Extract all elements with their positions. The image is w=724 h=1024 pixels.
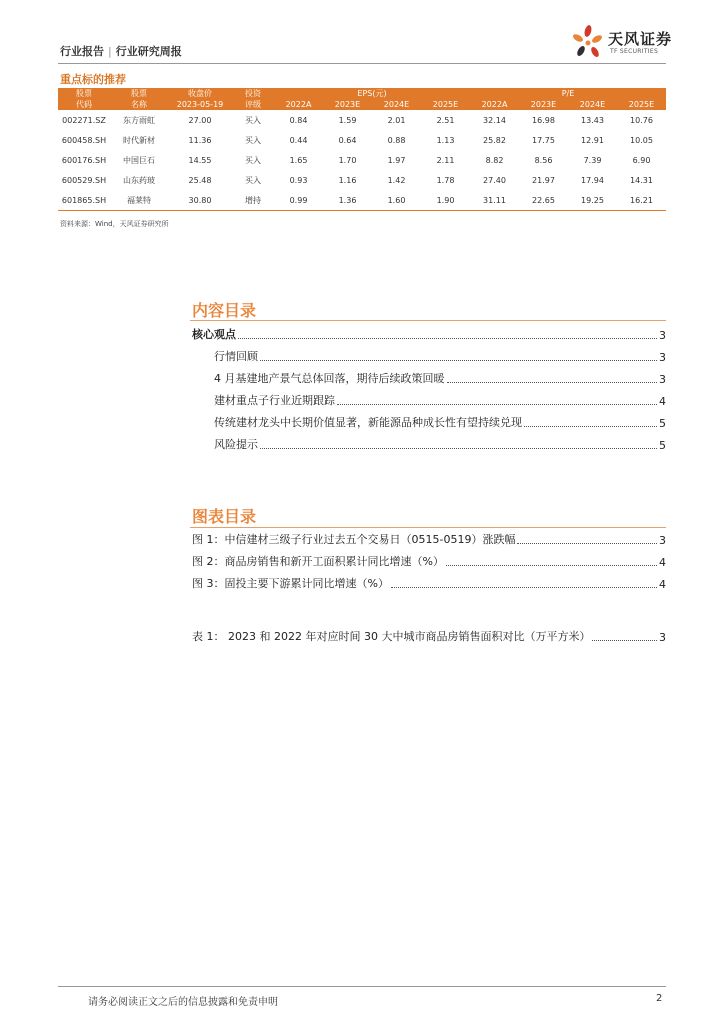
- table-cell: 1.13: [436, 135, 455, 145]
- table-header-row: [58, 99, 666, 110]
- table-cell: 买入: [245, 155, 261, 165]
- table-cell: 1.90: [421, 190, 470, 211]
- toc-page-number: 3: [659, 351, 666, 364]
- toc-item-april-infrastructure[interactable]: [214, 370, 666, 386]
- column-header: 名称: [110, 99, 168, 110]
- toc-item-label: 风险提示: [214, 438, 258, 451]
- table-cell: 14.31: [630, 175, 653, 185]
- figures-toc-divider: [190, 527, 666, 528]
- table-cell: 1.70: [338, 155, 357, 165]
- figure-page-number: 4: [659, 578, 666, 591]
- table-cell: 10.05: [630, 135, 653, 145]
- column-header: 股票: [58, 88, 110, 99]
- table-cell: 1.59: [338, 115, 357, 125]
- table-item-1[interactable]: [192, 628, 666, 644]
- toc-leader-dots: [446, 565, 657, 566]
- figure-item-2[interactable]: [192, 553, 666, 569]
- toc-item-label: 4 月基建地产景气总体回落，期待后续政策回暖: [214, 372, 445, 385]
- table-cell: 0.99: [274, 190, 323, 211]
- table-cell: 11.36: [188, 135, 212, 145]
- recommendations-table: [58, 88, 666, 211]
- table-cell: 买入: [245, 175, 261, 185]
- table-cell: 002271.SZ: [62, 115, 106, 125]
- toc-leader-dots: [337, 404, 657, 405]
- column-header: 2023E: [323, 99, 372, 110]
- table-cell: 山东药玻: [123, 175, 155, 185]
- column-header: 2023E: [519, 99, 568, 110]
- tf-flower-icon: [568, 22, 608, 62]
- logo-name-cn: 天风证券: [608, 30, 673, 48]
- table-cell: 1.16: [338, 175, 357, 185]
- toc-page-number: 5: [659, 417, 666, 430]
- figure-item-label: 图 2：商品房销售和新开工面积累计同比增速（%）: [192, 555, 444, 568]
- table-cell: 27.00: [188, 115, 212, 125]
- toc-leader-dots: [517, 543, 657, 544]
- table-cell: 27.40: [483, 175, 506, 185]
- table-cell: 2.01: [387, 115, 406, 125]
- report-category: [60, 43, 182, 59]
- toc-item-label: 行情回顾: [214, 350, 258, 363]
- toc-leader-dots: [260, 448, 657, 449]
- table-cell: 6.90: [632, 155, 651, 165]
- table-row: [58, 130, 666, 150]
- toc-item-label: 传统建材龙头中长期价值显著，新能源品种成长性有望持续兑现: [214, 416, 522, 429]
- figure-page-number: 4: [659, 556, 666, 569]
- toc-item-subsector-tracking[interactable]: [214, 392, 666, 408]
- toc-leader-dots: [260, 360, 657, 361]
- table-cell: 1.65: [289, 155, 308, 165]
- toc-item-risk-warning[interactable]: [214, 436, 666, 452]
- figures-toc-title: 图表目录: [192, 507, 257, 526]
- table-cell: 福莱特: [110, 190, 168, 211]
- header-separator: |: [108, 45, 112, 58]
- toc-leader-dots: [524, 426, 657, 427]
- table-cell: 19.25: [568, 190, 617, 211]
- report-subtype: 行业研究周报: [115, 45, 182, 58]
- column-header-eps: EPS(元): [274, 88, 470, 99]
- company-logo: [568, 22, 678, 62]
- column-header: 2024E: [568, 99, 617, 110]
- table-cell: 22.65: [519, 190, 568, 211]
- table-page-number: 3: [659, 631, 666, 644]
- table-row: [58, 150, 666, 170]
- column-header: 评级: [232, 99, 274, 110]
- table-cell: 0.93: [289, 175, 308, 185]
- column-header: 投资: [232, 88, 274, 99]
- table-cell: 12.91: [581, 135, 604, 145]
- table-cell: 31.11: [470, 190, 519, 211]
- logo-name-en: TF SECURITIES: [610, 48, 659, 55]
- table-row: [58, 110, 666, 130]
- column-header: 2023-05-19: [168, 99, 232, 110]
- table-cell: 1.36: [323, 190, 372, 211]
- toc-item-label: 核心观点: [192, 328, 236, 341]
- table-cell: 32.14: [483, 115, 506, 125]
- table-item-label: 表 1： 2023 和 2022 年对应时间 30 大中城市商品房销售面积对比（万平方米）: [192, 630, 591, 643]
- table-cell: 8.56: [534, 155, 553, 165]
- table-cell: 16.21: [617, 190, 666, 211]
- table-cell: 600529.SH: [61, 175, 107, 185]
- table-cell: 增持: [232, 190, 274, 211]
- column-header: 2022A: [274, 99, 323, 110]
- toc-leader-dots: [592, 640, 657, 641]
- column-header: 收盘价: [168, 88, 232, 99]
- figure-item-label: 图 1：中信建材三级子行业过去五个交易日（0515-0519）涨跌幅: [192, 533, 516, 546]
- table-cell: 买入: [245, 115, 261, 125]
- column-header: 2024E: [372, 99, 421, 110]
- table-cell: 0.44: [289, 135, 308, 145]
- header-divider: [58, 63, 666, 64]
- table-source-note: 资料来源：Wind，天风证券研究所: [60, 220, 169, 228]
- table-cell: 8.82: [485, 155, 504, 165]
- toc-leader-dots: [447, 382, 658, 383]
- figure-item-3[interactable]: [192, 575, 666, 591]
- table-cell: 0.64: [338, 135, 357, 145]
- toc-leader-dots: [391, 587, 657, 588]
- page-number: 2: [656, 993, 663, 1004]
- toc-page-number: 4: [659, 395, 666, 408]
- table-cell: 买入: [245, 135, 261, 145]
- table-row: [58, 170, 666, 190]
- table-cell: 21.97: [532, 175, 555, 185]
- table-cell: 1.97: [387, 155, 406, 165]
- column-header: 2025E: [421, 99, 470, 110]
- footer-disclaimer: 请务必阅读正文之后的信息披露和免责申明: [88, 997, 278, 1008]
- toc-item-label: 建材重点子行业近期跟踪: [214, 394, 335, 407]
- table-cell: 0.88: [387, 135, 406, 145]
- column-header: 股票: [110, 88, 168, 99]
- table-cell: 1.42: [387, 175, 406, 185]
- toc-divider: [190, 320, 666, 321]
- table-cell: 13.43: [581, 115, 604, 125]
- toc-page-number: 3: [659, 329, 666, 342]
- table-cell: 30.80: [168, 190, 232, 211]
- table-cell: 0.84: [289, 115, 308, 125]
- toc-title: 内容目录: [192, 301, 257, 320]
- table-cell: 2.51: [436, 115, 455, 125]
- figure-item-label: 图 3：固投主要下游累计同比增速（%）: [192, 577, 389, 590]
- column-header: 2025E: [617, 99, 666, 110]
- table-cell: 1.60: [372, 190, 421, 211]
- toc-page-number: 3: [659, 373, 666, 386]
- table-cell: 16.98: [532, 115, 555, 125]
- table-cell: 25.82: [483, 135, 506, 145]
- figure-item-1[interactable]: [192, 531, 666, 547]
- column-header: 2022A: [470, 99, 519, 110]
- table-cell: 25.48: [188, 175, 212, 185]
- table-cell: 时代新材: [123, 135, 155, 145]
- column-header-pe: P/E: [470, 88, 666, 99]
- toc-page-number: 5: [659, 439, 666, 452]
- table-cell: 14.55: [188, 155, 212, 165]
- table-cell: 东方雨虹: [123, 115, 155, 125]
- toc-item-leaders-value[interactable]: [214, 414, 666, 430]
- toc-leader-dots: [238, 338, 657, 339]
- column-header: 代码: [58, 99, 110, 110]
- toc-item-core-views[interactable]: [192, 326, 666, 342]
- toc-item-market-review[interactable]: [214, 348, 666, 364]
- figure-page-number: 3: [659, 534, 666, 547]
- table-cell: 10.76: [630, 115, 653, 125]
- table-cell: 17.75: [532, 135, 555, 145]
- table-cell: 600458.SH: [61, 135, 107, 145]
- table-cell: 17.94: [581, 175, 604, 185]
- table-cell: 600176.SH: [61, 155, 107, 165]
- footer-divider: [58, 986, 666, 987]
- table-header-row: [58, 88, 666, 99]
- table-row: [58, 190, 666, 211]
- table-cell: 601865.SH: [58, 190, 110, 211]
- table-cell: 1.78: [436, 175, 455, 185]
- report-type: 行业报告: [60, 45, 104, 58]
- table-cell: 中国巨石: [123, 155, 155, 165]
- table-cell: 2.11: [436, 155, 455, 165]
- recommendations-title: 重点标的推荐: [60, 73, 126, 86]
- table-cell: 7.39: [583, 155, 602, 165]
